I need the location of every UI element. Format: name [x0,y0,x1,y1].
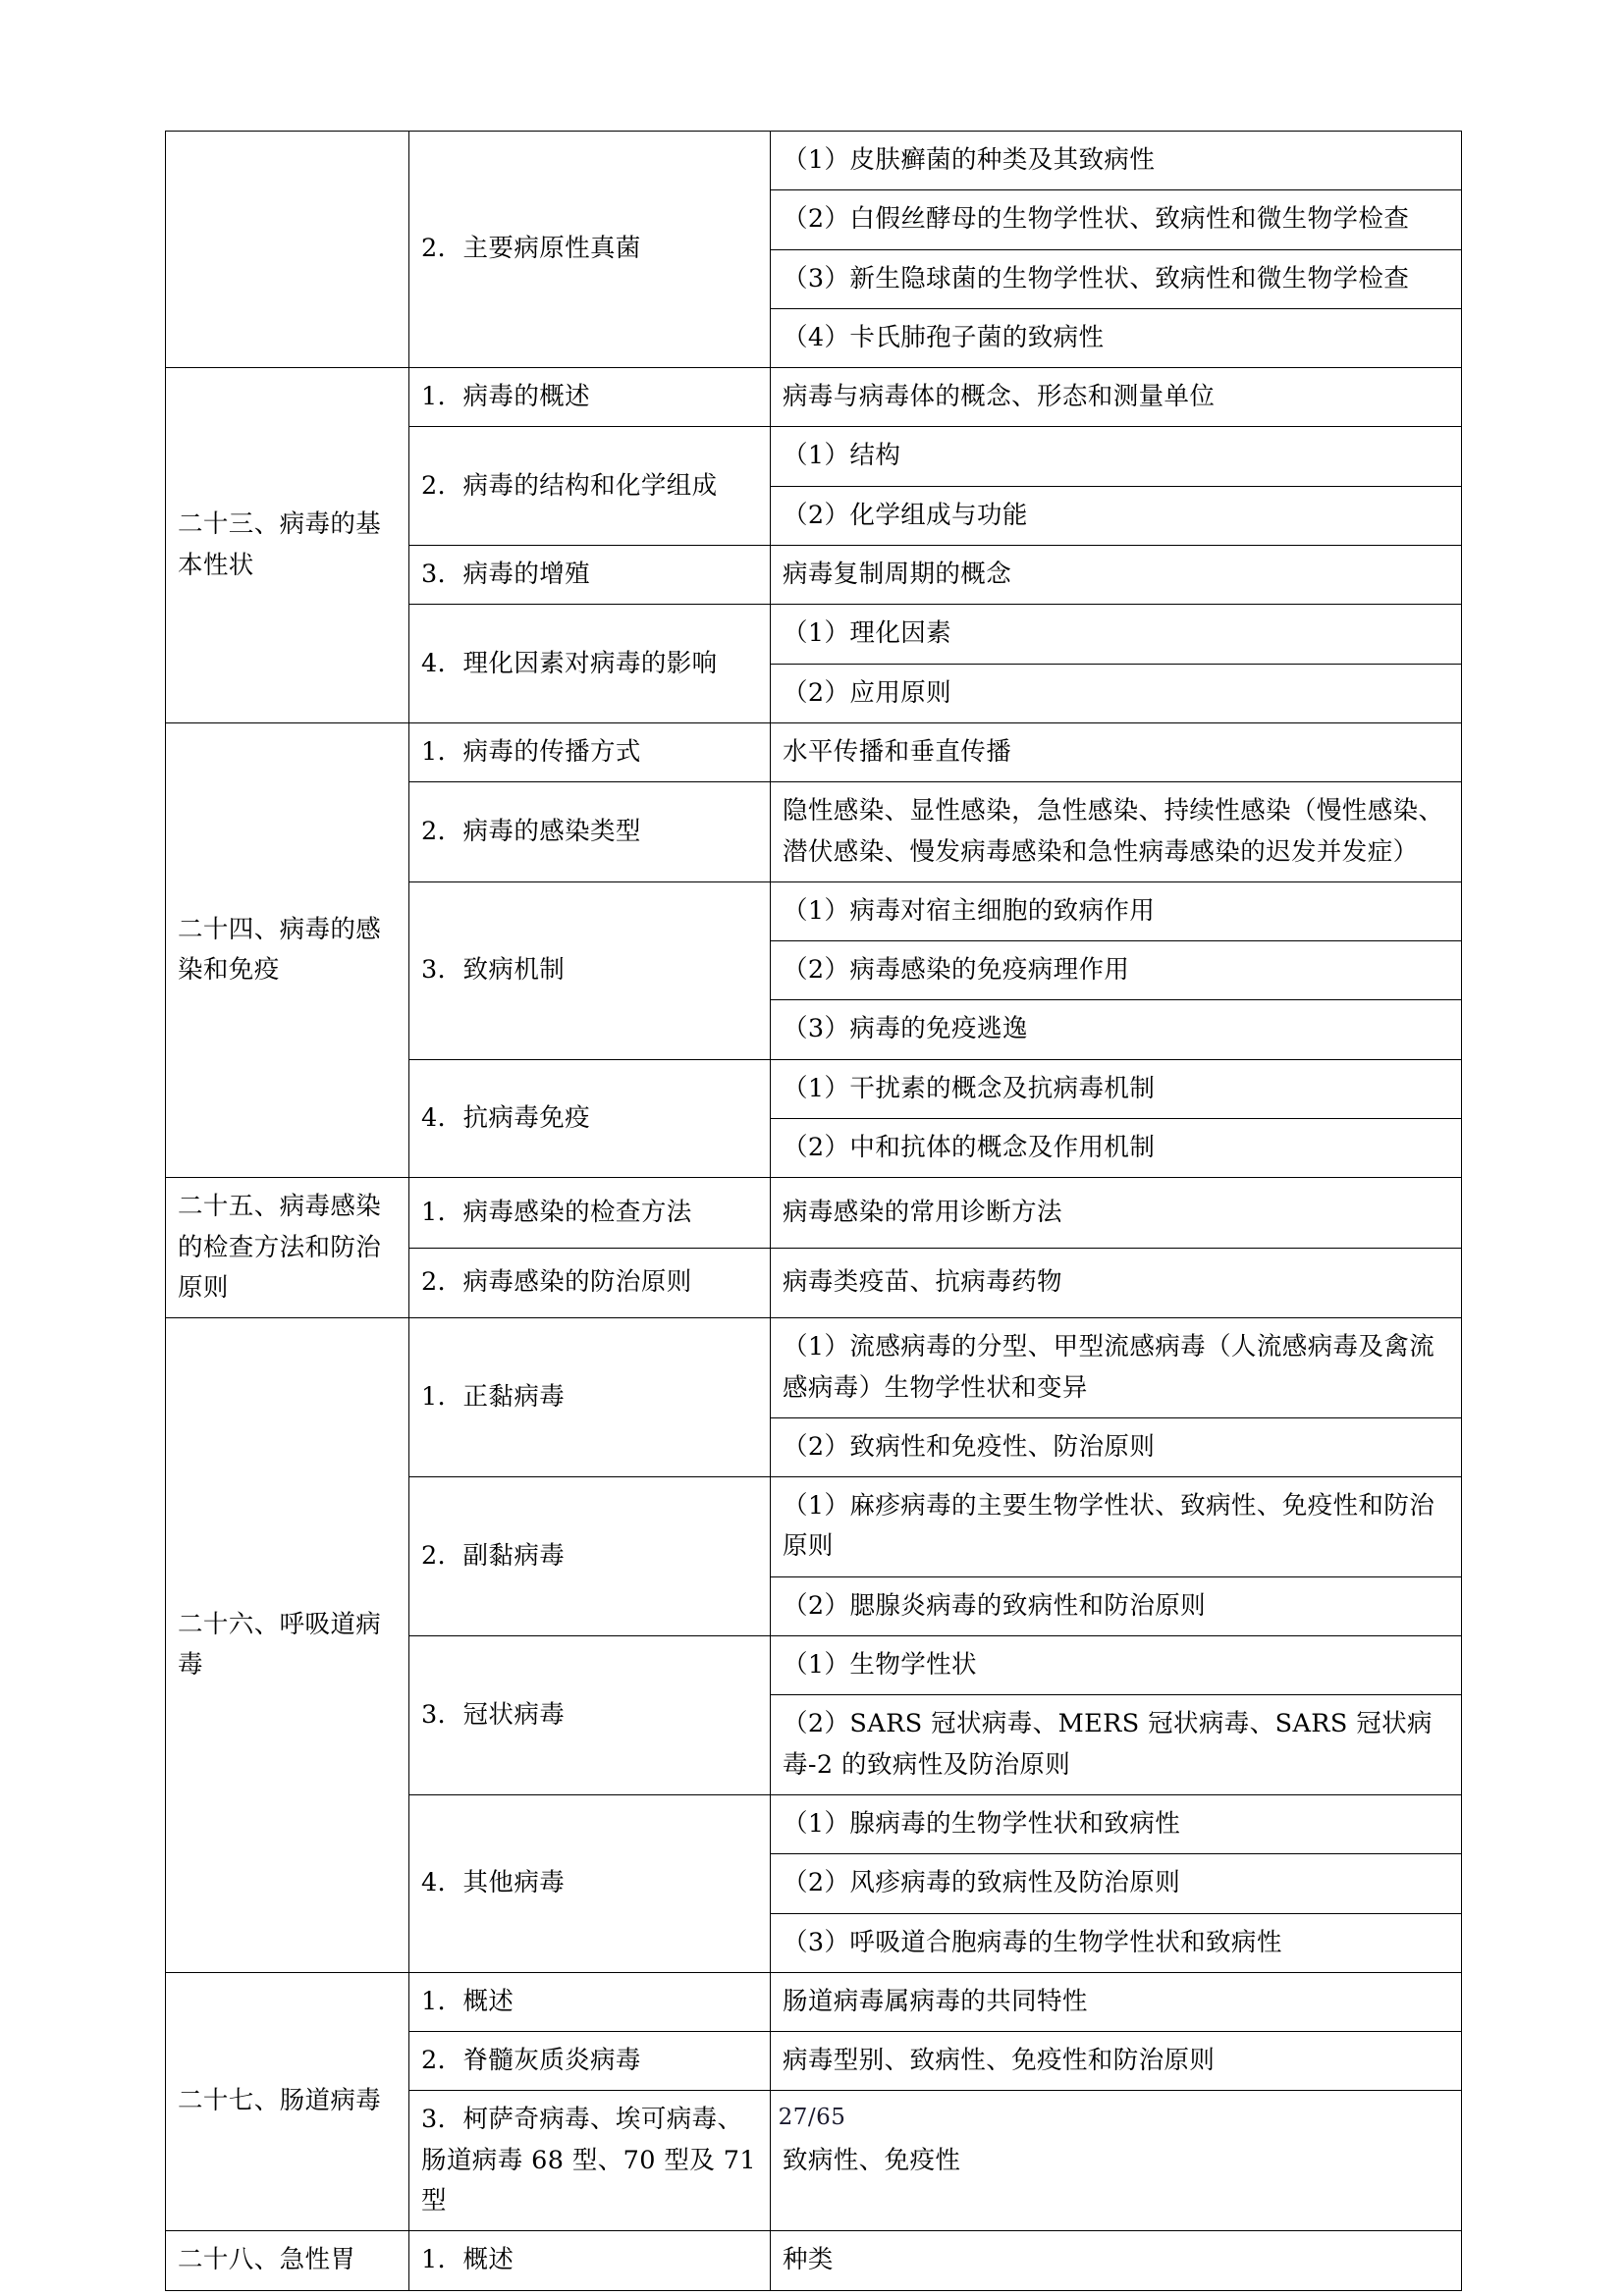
detail-cell: （2）致病性和免疫性、防治原则 [771,1417,1462,1476]
subsection-label-cell: 4．抗病毒免疫 [409,1059,771,1178]
subsection-label-cell: 2．主要病原性真菌 [409,132,771,368]
detail-cell: （2）病毒感染的免疫病理作用 [771,941,1462,1000]
section-name-cell [166,132,409,368]
subsection-label-cell: 2．病毒感染的防治原则 [409,1248,771,1317]
table-row [166,1972,1462,2031]
section-name-cell: 二十三、病毒的基本性状 [166,368,409,723]
syllabus-table [165,131,1462,2291]
syllabus-table-body [166,132,1462,2291]
subsection-label-cell: 1．病毒感染的检查方法 [409,1178,771,1248]
subsection-label-cell: 2．病毒的感染类型 [409,782,771,882]
subsection-label-cell: 3．病毒的增殖 [409,546,771,605]
detail-cell: （2）中和抗体的概念及作用机制 [771,1119,1462,1178]
table-row [166,132,1462,190]
detail-cell: （3）新生隐球菌的生物学性状、致病性和微生物学检查 [771,249,1462,308]
detail-cell: （2）腮腺炎病毒的致病性和防治原则 [771,1576,1462,1635]
detail-cell: （1）结构 [771,427,1462,486]
detail-cell: 肠道病毒属病毒的共同特性 [771,1972,1462,2031]
subsection-label-cell: 1．病毒的概述 [409,368,771,427]
detail-cell: （2）SARS 冠状病毒、MERS 冠状病毒、SARS 冠状病毒-2 的致病性及防治原则 [771,1695,1462,1795]
detail-cell: （4）卡氏肺孢子菌的致病性 [771,308,1462,367]
detail-cell: （1）理化因素 [771,605,1462,664]
detail-cell: （1）干扰素的概念及抗病毒机制 [771,1059,1462,1118]
detail-cell: 病毒复制周期的概念 [771,546,1462,605]
detail-cell: 种类 [771,2231,1462,2290]
detail-cell: （1）腺病毒的生物学性状和致病性 [771,1794,1462,1853]
subsection-label-cell: 1．概述 [409,1972,771,2031]
table-row [166,1178,1462,1248]
table-row [166,368,1462,427]
detail-cell: （2）应用原则 [771,664,1462,722]
detail-cell: （3）病毒的免疫逃逸 [771,1000,1462,1059]
detail-cell: 水平传播和垂直传播 [771,722,1462,781]
subsection-label-cell: 1．概述 [409,2231,771,2290]
subsection-label-cell: 1．正黏病毒 [409,1318,771,1477]
subsection-label-cell: 1．病毒的传播方式 [409,722,771,781]
detail-cell: （1）皮肤癣菌的种类及其致病性 [771,132,1462,190]
section-name-cell: 二十七、肠道病毒 [166,1972,409,2230]
detail-cell: （1）流感病毒的分型、甲型流感病毒（人流感病毒及禽流感病毒）生物学性状和变异 [771,1318,1462,1418]
detail-cell: （1）生物学性状 [771,1636,1462,1695]
detail-cell: （1）病毒对宿主细胞的致病作用 [771,881,1462,940]
subsection-label-cell: 2．副黏病毒 [409,1477,771,1636]
detail-cell: 病毒类疫苗、抗病毒药物 [771,1248,1462,1317]
detail-cell: （2）风疹病毒的致病性及防治原则 [771,1854,1462,1913]
table-row [166,2231,1462,2290]
section-name-cell: 二十六、呼吸道病毒 [166,1318,409,1973]
detail-cell: （1）麻疹病毒的主要生物学性状、致病性、免疫性和防治原则 [771,1477,1462,1577]
section-name-cell: 二十五、病毒感染的检查方法和防治原则 [166,1178,409,1318]
subsection-label-cell: 3．冠状病毒 [409,1636,771,1795]
subsection-label-cell: 3．致病机制 [409,881,771,1059]
subsection-label-cell: 4．理化因素对病毒的影响 [409,605,771,723]
detail-cell: 隐性感染、显性感染，急性感染、持续性感染（慢性感染、潜伏感染、慢发病毒感染和急性病毒感染的迟发并发症） [771,782,1462,882]
subsection-label-cell: 2．脊髓灰质炎病毒 [409,2032,771,2091]
detail-cell: 病毒与病毒体的概念、形态和测量单位 [771,368,1462,427]
section-name-cell: 二十八、急性胃 [166,2231,409,2290]
subsection-label-cell: 2．病毒的结构和化学组成 [409,427,771,546]
page-number: 27/65 [778,2105,846,2130]
table-row [166,722,1462,781]
subsection-label-cell: 3．柯萨奇病毒、埃可病毒、肠道病毒 68 型、70 型及 71 型 [409,2091,771,2231]
detail-cell: 病毒型别、致病性、免疫性和防治原则 [771,2032,1462,2091]
detail-cell: 病毒感染的常用诊断方法 [771,1178,1462,1248]
section-name-cell: 二十四、病毒的感染和免疫 [166,722,409,1177]
table-row [166,1318,1462,1418]
detail-cell: （3）呼吸道合胞病毒的生物学性状和致病性 [771,1913,1462,1972]
subsection-label-cell: 4．其他病毒 [409,1794,771,1972]
detail-cell: （2）化学组成与功能 [771,486,1462,545]
detail-cell: （2）白假丝酵母的生物学性状、致病性和微生物学检查 [771,190,1462,249]
detail-cell: 致病性、免疫性 [771,2091,1462,2231]
syllabus-table-container [165,131,1461,2291]
